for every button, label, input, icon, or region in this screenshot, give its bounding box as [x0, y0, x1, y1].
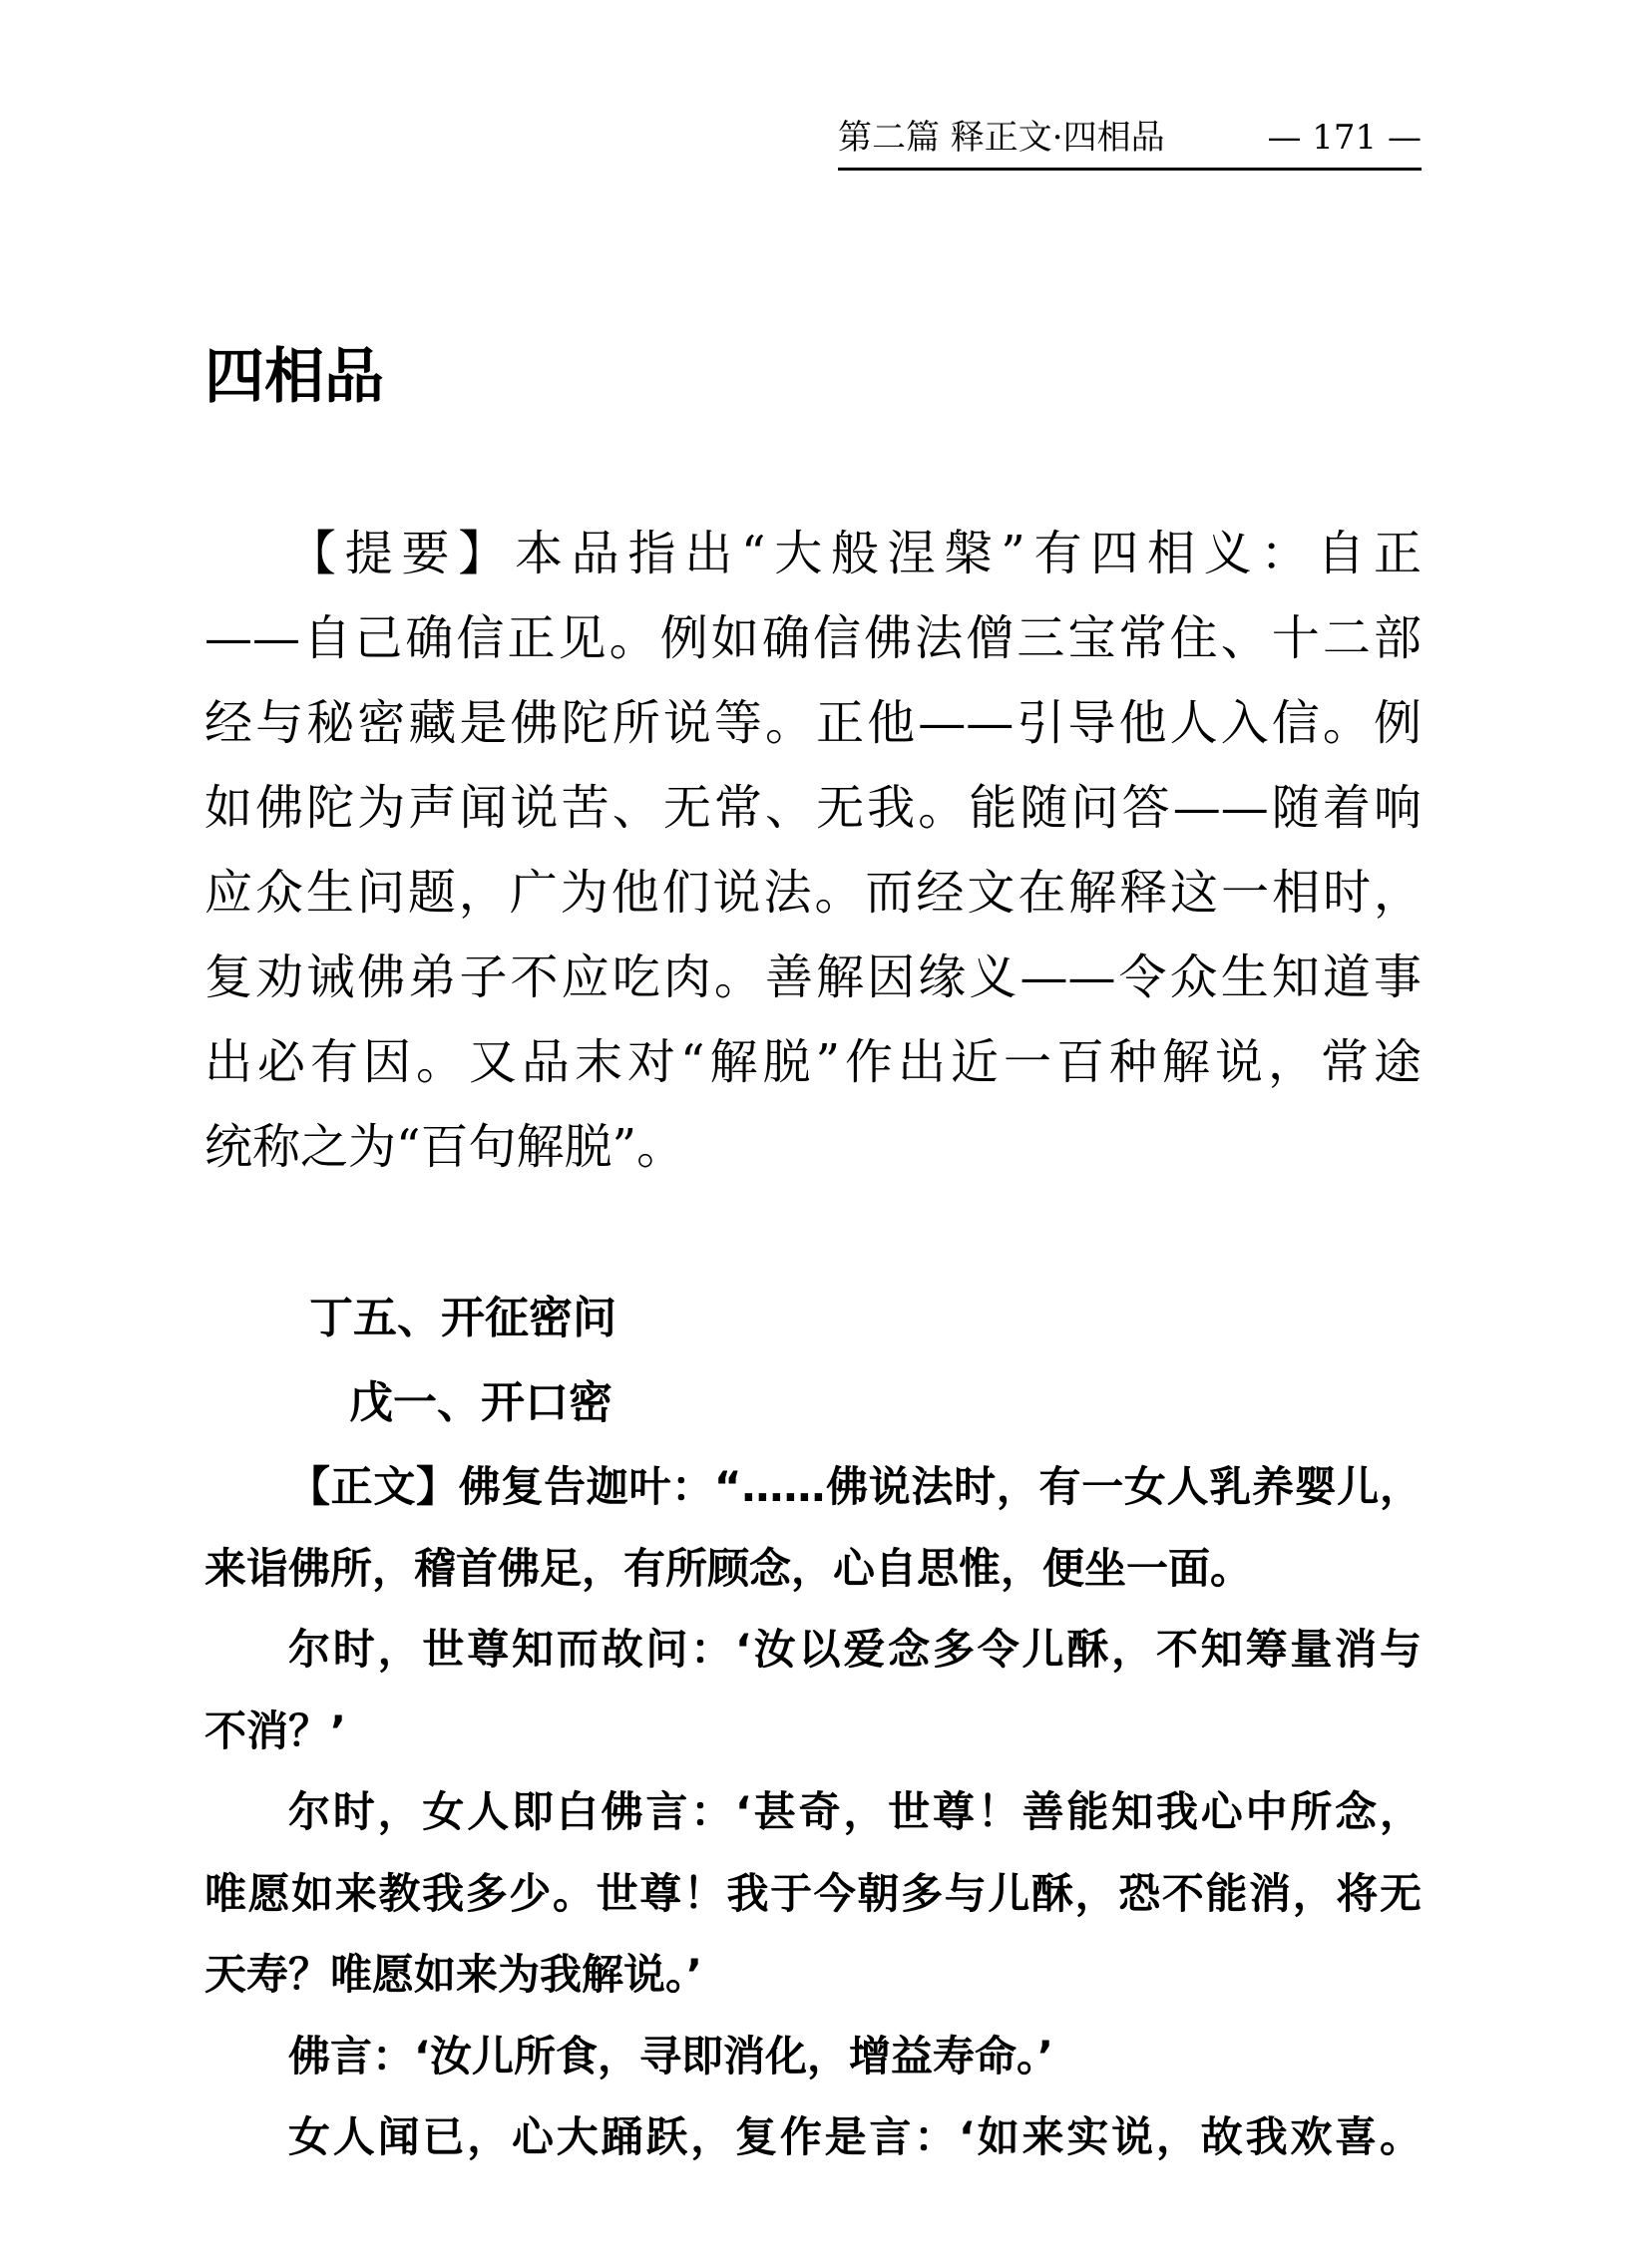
text-line: 天寿？唯愿如来为我解说。’	[204, 1950, 702, 1999]
text-line: 如佛陀为声闻说苦、无常、无我。能随问答——随着响	[204, 780, 1422, 836]
text-line: 统称之为“百句解脱”。	[204, 1119, 685, 1175]
text-line: 来诣佛所，稽首佛足，有所顾念，心自思惟，便坐一面。	[204, 1543, 1253, 1593]
text-line: 唯愿如来教我多少。世尊！我于今朝多与儿酥，恐不能消，将无	[204, 1868, 1422, 1918]
text-line: 出必有因。又品末对“解脱”作出近一百种解说，常途	[204, 1034, 1422, 1090]
running-title: 第二篇 释正文·四相品	[838, 118, 1165, 158]
text-line: 女人闻已，心大踊跃，复作是言：‘如来实说，故我欢喜。	[288, 2112, 1422, 2161]
text-line: 复劝诫佛弟子不应吃肉。善解因缘义——令众生知道事	[204, 949, 1422, 1005]
chapter-title: 四相品	[204, 342, 384, 412]
summary-paragraph	[204, 512, 1422, 1190]
section-heading: 丁五、开征密问	[309, 1293, 616, 1343]
page-number: — 171 —	[1267, 118, 1422, 158]
running-header	[838, 118, 1422, 158]
text-line: 尔时，女人即白佛言：‘甚奇，世尊！善能知我心中所念，	[288, 1787, 1422, 1836]
text-line: 尔时，世尊知而故问：‘汝以爱念多令儿酥，不知筹量消与	[288, 1625, 1422, 1674]
subsection-heading: 戊一、开口密	[349, 1377, 612, 1428]
header-rule	[838, 168, 1422, 171]
scripture-text	[204, 1446, 1422, 2178]
text-line: 不消？’	[204, 1705, 346, 1755]
text-line: 【正文】佛复告迦叶：“……佛说法时，有一女人乳养婴儿，	[288, 1462, 1422, 1511]
text-line: 应众生问题，广为他们说法。而经文在解释这一相时，	[204, 865, 1422, 921]
text-line: 经与秘密藏是佛陀所说等。正他——引导他人入信。例	[204, 695, 1422, 751]
text-line: 佛言：‘汝儿所食，寻即消化，增益寿命。’	[288, 2031, 1053, 2080]
text-line: 【提要】本品指出“大般涅槃”有四相义：自正	[288, 526, 1422, 581]
text-line: ——自己确信正见。例如确信佛法僧三宝常住、十二部	[204, 610, 1422, 666]
